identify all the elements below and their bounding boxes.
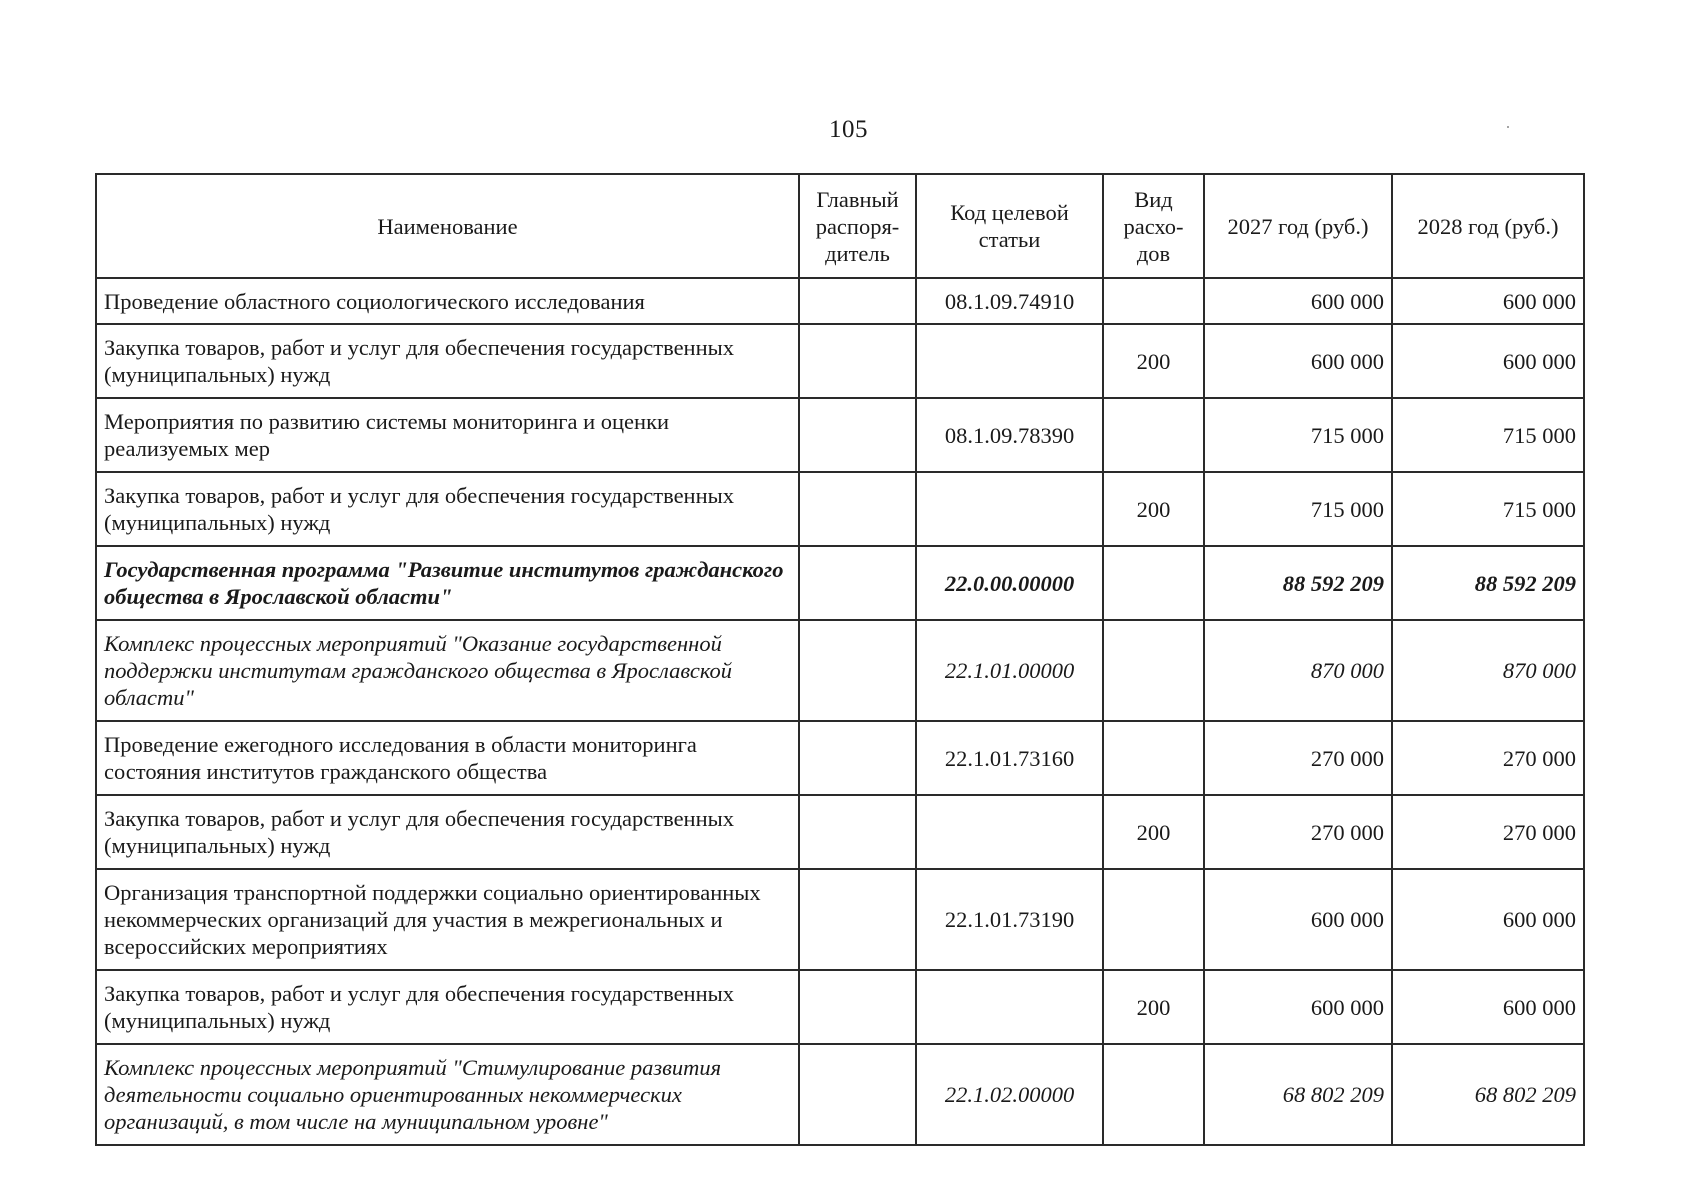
- row-admin: [799, 795, 916, 869]
- row-2028: 715 000: [1392, 472, 1584, 546]
- page-number: 105: [829, 116, 868, 143]
- row-type: 200: [1103, 324, 1204, 398]
- row-2027: 68 802 209: [1204, 1044, 1392, 1145]
- header-2028: 2028 год (руб.): [1392, 174, 1584, 278]
- row-2027: 600 000: [1204, 278, 1392, 324]
- table-row: [96, 795, 1584, 869]
- row-name: Организация транспортной поддержки социально ориентированных некоммерческих организаций для участия в межрегиональных и всероссийских мероприятиях: [96, 869, 799, 970]
- row-2027: 270 000: [1204, 721, 1392, 795]
- row-admin: [799, 620, 916, 721]
- scan-speck: [1507, 126, 1509, 128]
- row-admin: [799, 970, 916, 1044]
- row-2027: 715 000: [1204, 472, 1392, 546]
- row-2027: 88 592 209: [1204, 546, 1392, 620]
- table-row: [96, 620, 1584, 721]
- row-name: Мероприятия по развитию системы мониторинга и оценки реализуемых мер: [96, 398, 799, 472]
- row-2027: 600 000: [1204, 869, 1392, 970]
- row-code: 22.0.00.00000: [916, 546, 1103, 620]
- row-admin: [799, 721, 916, 795]
- row-2027: 270 000: [1204, 795, 1392, 869]
- row-admin: [799, 1044, 916, 1145]
- row-admin: [799, 546, 916, 620]
- row-type: [1103, 620, 1204, 721]
- row-type: [1103, 721, 1204, 795]
- row-2028: 88 592 209: [1392, 546, 1584, 620]
- row-name: Закупка товаров, работ и услуг для обеспечения государственных (муниципальных) нужд: [96, 795, 799, 869]
- row-code: [916, 795, 1103, 869]
- row-code: 22.1.01.00000: [916, 620, 1103, 721]
- row-2027: 600 000: [1204, 324, 1392, 398]
- row-name: Закупка товаров, работ и услуг для обеспечения государственных (муниципальных) нужд: [96, 472, 799, 546]
- row-type: 200: [1103, 970, 1204, 1044]
- table-body: [96, 278, 1584, 1145]
- row-name: Закупка товаров, работ и услуг для обеспечения государственных (муниципальных) нужд: [96, 970, 799, 1044]
- row-code: [916, 324, 1103, 398]
- header-name: Наименование: [96, 174, 799, 278]
- table-row: [96, 869, 1584, 970]
- table-row: [96, 398, 1584, 472]
- row-2028: 600 000: [1392, 869, 1584, 970]
- row-code: 22.1.02.00000: [916, 1044, 1103, 1145]
- row-code: 08.1.09.78390: [916, 398, 1103, 472]
- row-code: [916, 472, 1103, 546]
- row-type: [1103, 546, 1204, 620]
- row-code: [916, 970, 1103, 1044]
- row-2028: 870 000: [1392, 620, 1584, 721]
- header-code: Код целевой статьи: [916, 174, 1103, 278]
- header-type: Вид расхо-дов: [1103, 174, 1204, 278]
- row-2027: 870 000: [1204, 620, 1392, 721]
- row-name: Комплекс процессных мероприятий "Оказание государственной поддержки институтам гражданского общества в Ярославской области": [96, 620, 799, 721]
- row-type: [1103, 278, 1204, 324]
- row-code: 22.1.01.73160: [916, 721, 1103, 795]
- row-admin: [799, 869, 916, 970]
- table-row: [96, 472, 1584, 546]
- row-admin: [799, 324, 916, 398]
- row-2028: 600 000: [1392, 970, 1584, 1044]
- row-name: Проведение областного социологического исследования: [96, 278, 799, 324]
- row-name: Комплекс процессных мероприятий "Стимулирование развития деятельности социально ориентированных некоммерческих организаций, в том числе на муниципальном уровне": [96, 1044, 799, 1145]
- header-admin: Главный распоря-дитель: [799, 174, 916, 278]
- table-row: [96, 278, 1584, 324]
- row-2028: 600 000: [1392, 278, 1584, 324]
- row-2028: 270 000: [1392, 795, 1584, 869]
- row-2028: 270 000: [1392, 721, 1584, 795]
- table-row: [96, 970, 1584, 1044]
- row-type: 200: [1103, 795, 1204, 869]
- row-2028: 715 000: [1392, 398, 1584, 472]
- row-admin: [799, 472, 916, 546]
- table-row: [96, 324, 1584, 398]
- table-row: [96, 721, 1584, 795]
- row-admin: [799, 278, 916, 324]
- row-type: [1103, 869, 1204, 970]
- row-2028: 600 000: [1392, 324, 1584, 398]
- row-name: Проведение ежегодного исследования в области мониторинга состояния институтов гражданского общества: [96, 721, 799, 795]
- table-row: [96, 546, 1584, 620]
- table-header-row: [96, 174, 1584, 278]
- row-admin: [799, 398, 916, 472]
- row-name: Закупка товаров, работ и услуг для обеспечения государственных (муниципальных) нужд: [96, 324, 799, 398]
- row-name: Государственная программа "Развитие институтов гражданского общества в Ярославской области": [96, 546, 799, 620]
- header-2027: 2027 год (руб.): [1204, 174, 1392, 278]
- row-2027: 600 000: [1204, 970, 1392, 1044]
- table-row: [96, 1044, 1584, 1145]
- row-type: [1103, 398, 1204, 472]
- row-code: 22.1.01.73190: [916, 869, 1103, 970]
- budget-table: [95, 173, 1585, 1146]
- row-type: [1103, 1044, 1204, 1145]
- row-2028: 68 802 209: [1392, 1044, 1584, 1145]
- row-type: 200: [1103, 472, 1204, 546]
- row-code: 08.1.09.74910: [916, 278, 1103, 324]
- row-2027: 715 000: [1204, 398, 1392, 472]
